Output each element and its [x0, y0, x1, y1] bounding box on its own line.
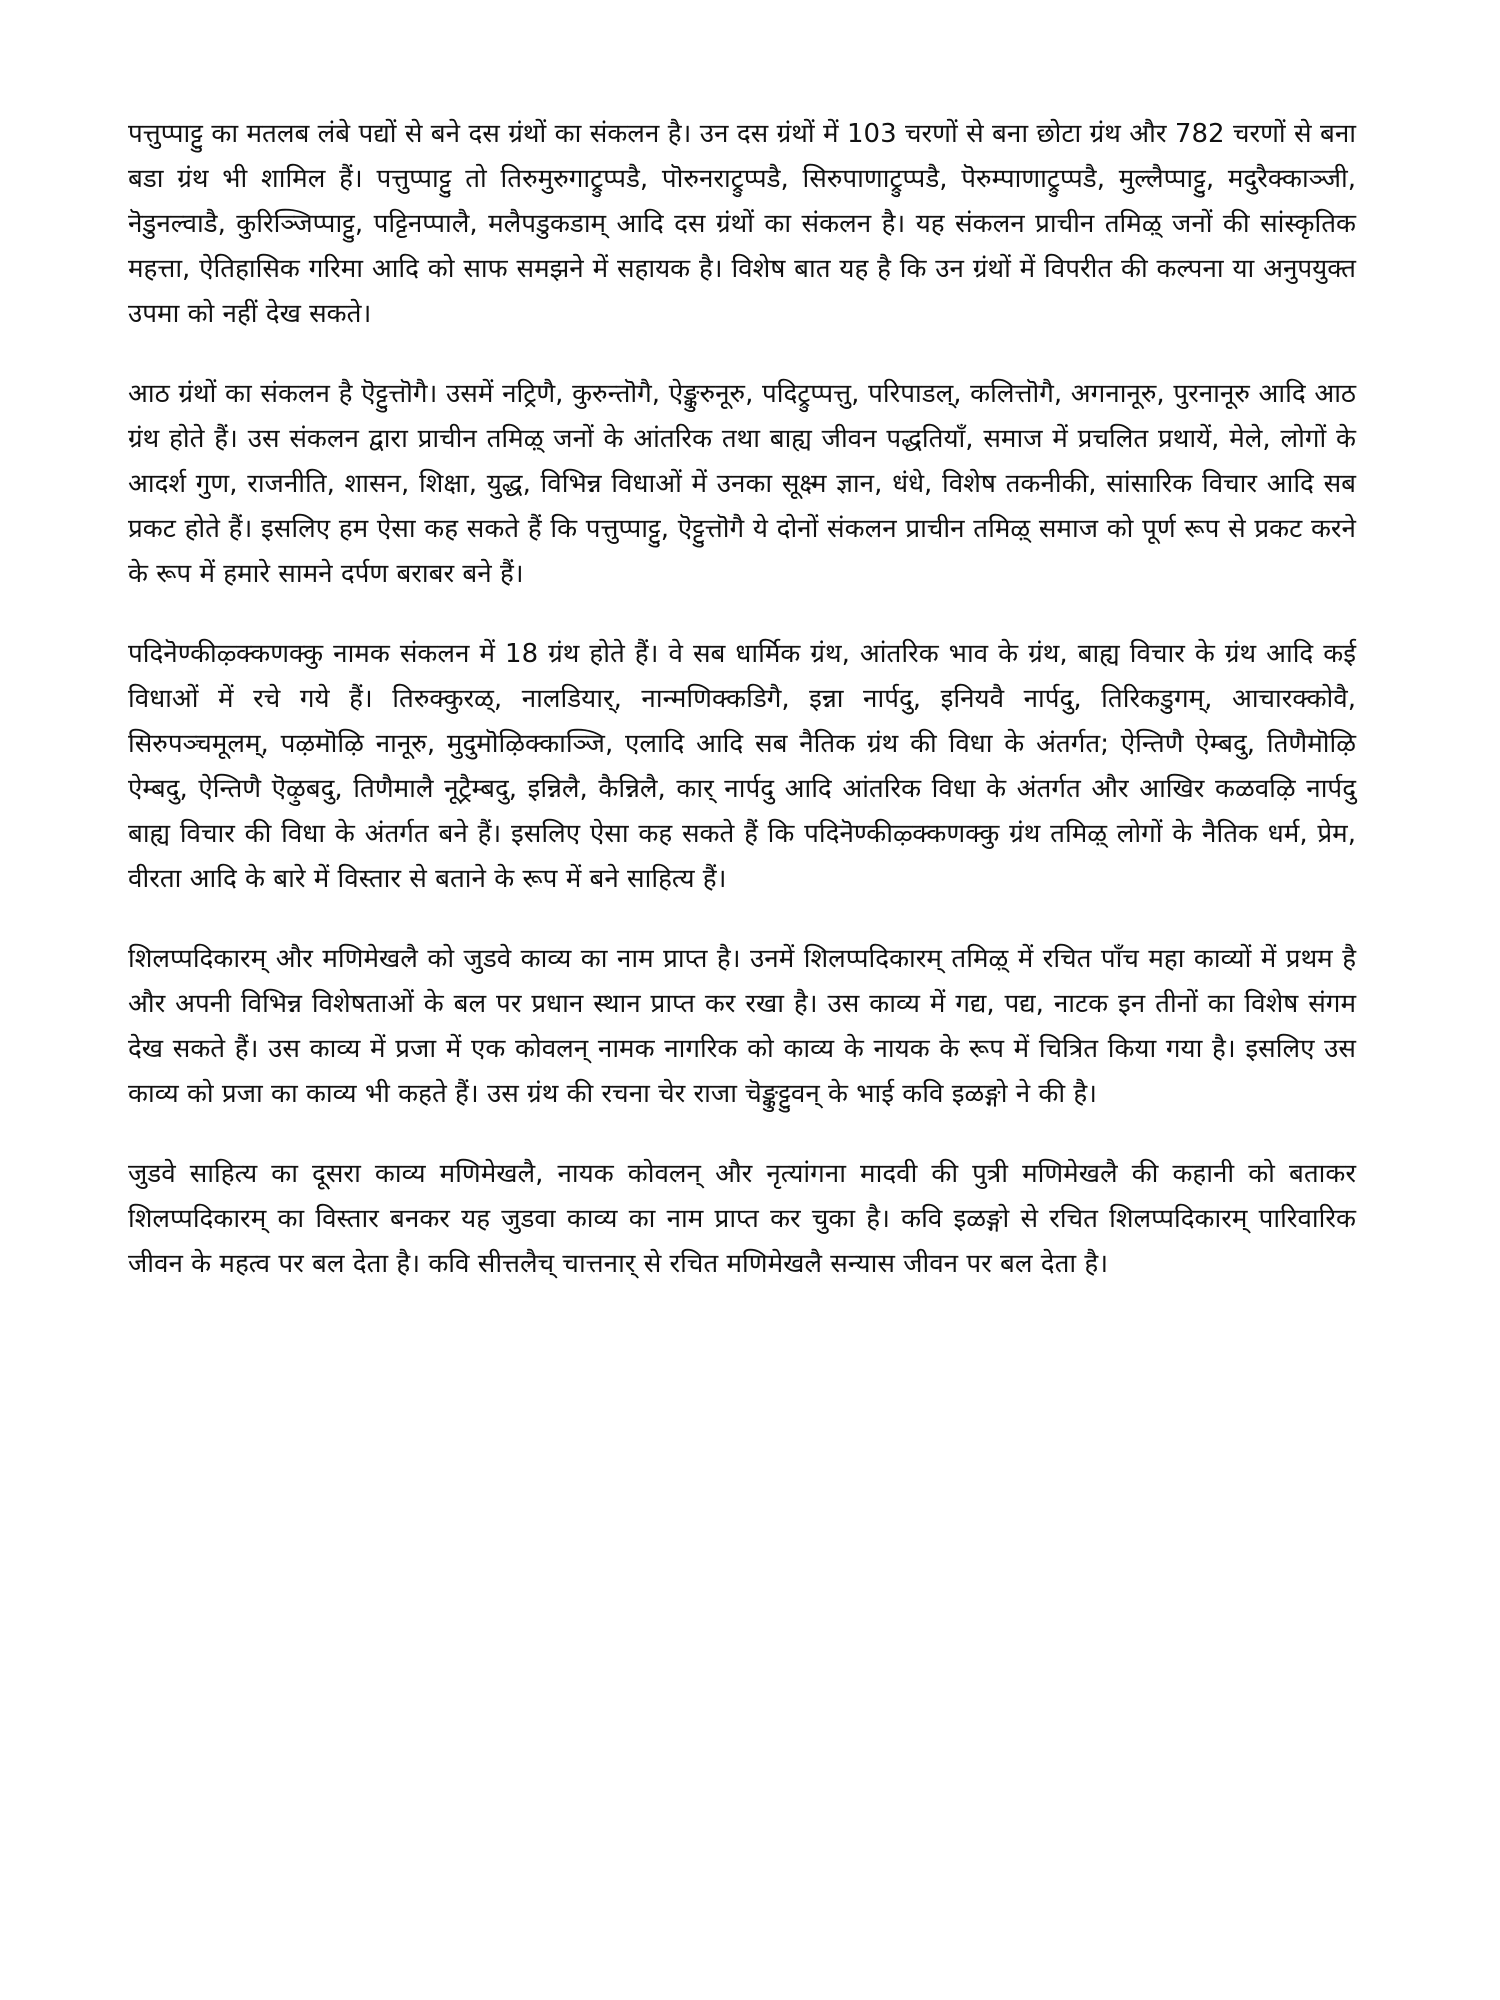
paragraph-padinenkilkkanakku: पदिनॆण्कीऴ्क्कणक्कु नामक संकलन में 18 ग्रंथ होते हैं। वे सब धार्मिक ग्रंथ, आंतरिक भाव के ग्रंथ, बाह्य विचार के ग्रंथ आदि कई विधाओं में रचे गये हैं। तिरुक्कुरळ्, नालडियार्, नान्मणिक्कडिगै, इन्ना नार्पदु, इनियवै नार्पदु, तिरिकडुगम्, आचारक्कोवै, सिरुपञ्चमूलम्, पऴमॊऴि नानूरु, मुदुमॊऴिक्काञ्जि, एलादि आदि सब नैतिक ग्रंथ की विधा के अंतर्गत; ऐन्तिणै ऐम्बदु, तिणैमॊऴि ऐम्बदु, ऐन्तिणै ऎऴुबदु, तिणैमालै नूट्रैम्बदु, इन्निलै, कैन्निलै, कार् नार्पदु आदि आंतरिक विधा के अंतर्गत और आखिर कळवऴि नार्पदु बाह्य विचार की विधा के अंतर्गत बने हैं। इसलिए ऐसा कह सकते हैं कि पदिनॆण्कीऴ्क्कणक्कु ग्रंथ तमिऴ् लोगों के नैतिक धर्म, प्रेम, वीरता आदि के बारे में विस्तार से बताने के रूप में बने साहित्य हैं। — [128, 639, 1356, 894]
paragraph-ettuttogai: आठ ग्रंथों का संकलन है ऎट्टुत्तॊगै। उसमें नट्रिणै, कुरुन्तॊगै, ऐङ्कुरुनूरु, पदिट्रुप्पत्तु, परिपाडल्, कलित्तॊगै, अगनानूरु, पुरनानूरु आदि आठ ग्रंथ होते हैं। उस संकलन द्वारा प्राचीन तमिऴ् जनों के आंतरिक तथा बाह्य जीवन पद्धतियाँ, समाज में प्रचलित प्रथायें, मेले, लोगों के आदर्श गुण, राजनीति, शासन, शिक्षा, युद्ध, विभिन्न विधाओं में उनका सूक्ष्म ज्ञान, धंधे, विशेष तकनीकी, सांसारिक विचार आदि सब प्रकट होते हैं। इसलिए हम ऐसा कह सकते हैं कि पत्तुप्पाट्टु, ऎट्टुत्तॊगै ये दोनों संकलन प्राचीन तमिऴ् समाज को पूर्ण रूप से प्रकट करने के रूप में हमारे सामने दर्पण बराबर बने हैं। — [128, 379, 1356, 589]
paragraph-manimekhalai: जुडवे साहित्य का दूसरा काव्य मणिमेखलै, नायक कोवलन् और नृत्यांगना मादवी की पुत्री मणिमेखलै की कहानी को बताकर शिलप्पदिकारम् का विस्तार बनकर यह जुडवा काव्य का नाम प्राप्त कर चुका है। कवि इळङ्गो से रचित शिलप्पदिकारम् पारिवारिक जीवन के महत्व पर बल देता है। कवि सीत्तलैच् चात्तनार् से रचित मणिमेखलै सन्यास जीवन पर बल देता है। — [128, 1159, 1356, 1279]
document-body — [128, 112, 1356, 1287]
paragraph-silappadikaram: शिलप्पदिकारम् और मणिमेखलै को जुडवे काव्य का नाम प्राप्त है। उनमें शिलप्पदिकारम् तमिऴ् में रचित पाँच महा काव्यों में प्रथम है और अपनी विभिन्न विशेषताओं के बल पर प्रधान स्थान प्राप्त कर रखा है। उस काव्य में गद्य, पद्य, नाटक इन तीनों का विशेष संगम देख सकते हैं। उस काव्य में प्रजा में एक कोवलन् नामक नागरिक को काव्य के नायक के रूप में चित्रित किया गया है। इसलिए उस काव्य को प्रजा का काव्य भी कहते हैं। उस ग्रंथ की रचना चेर राजा चॆङ्कुट्टुवन् के भाई कवि इळङ्गो ने की है। — [128, 944, 1356, 1109]
paragraph-pattuppattu: पत्तुप्पाट्टु का मतलब लंबे पद्यों से बने दस ग्रंथों का संकलन है। उन दस ग्रंथों में 103 चरणों से बना छोटा ग्रंथ और 782 चरणों से बना बडा ग्रंथ भी शामिल हैं। पत्तुप्पाट्टु तो तिरुमुरुगाट्रुप्पडै, पॊरुनराट्रुप्पडै, सिरुपाणाट्रुप्पडै, पॆरुम्पाणाट्रुप्पडै, मुल्लैप्पाट्टु, मदुरैक्काञ्जी, नॆडुनल्वाडै, कुरिञ्जिप्पाट्टु, पट्टिनप्पालै, मलैपडुकडाम् आदि दस ग्रंथों का संकलन है। यह संकलन प्राचीन तमिऴ् जनों की सांस्कृतिक महत्ता, ऐतिहासिक गरिमा आदि को साफ समझने में सहायक है। विशेष बात यह है कि उन ग्रंथों में विपरीत की कल्पना या अनुपयुक्त उपमा को नहीं देख सकते। — [128, 119, 1356, 329]
